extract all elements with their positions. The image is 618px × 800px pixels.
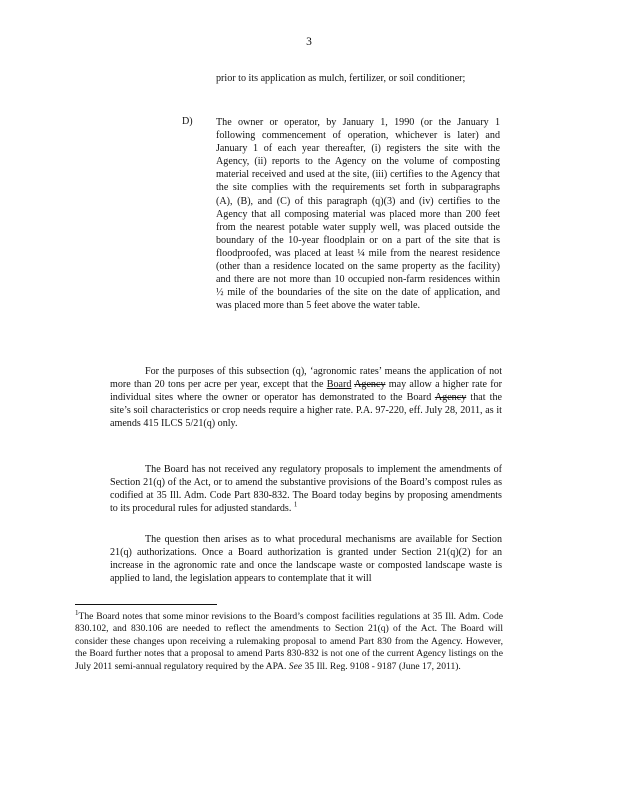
continuation-paragraph: prior to its application as mulch, fertilizer, or soil conditioner;: [216, 73, 466, 84]
item-d-label: D): [182, 116, 193, 127]
para1-part-a: For the purposes of this subsection (q), ‘agronomic rates’ means the application of not more than 20 tons per acre per year, except that the: [110, 366, 502, 391]
deleted-agency-2: Agency: [434, 392, 467, 404]
item-d-paragraph: The owner or operator, by January 1, 1990 (or the January 1 following commencement of operation, whichever is later) and January 1 of each year thereafter, (i) registers the site with the Agency, (ii) reports to the Agency on the volume of composting material received and used at the site, (iii) certifies to the Agency that the site complies with the requirements set forth in subparagraphs (A), (B), and (C) of this paragraph (q)(3) and (iv) certifies to the Agency that all composing material was placed more than 200 feet from the nearest potable water supply well, was placed outside the boundary of the 10-year floodplain or on a part of the site that is floodproofed, was placed at least ¼ mile from the nearest residence (other than a residence located on the same property as the facility) and there are not more than 10 occupied non-farm residences within ½ mile of the boundaries of the site on the date of application, and was placed more than 5 feet above the water table.: [216, 117, 500, 312]
agronomic-rates-paragraph: [110, 365, 502, 430]
regulatory-proposals-paragraph: [110, 463, 502, 515]
deleted-agency-1: Agency: [354, 379, 386, 391]
inserted-board-1: Board: [326, 379, 352, 391]
footnote-marker: 1: [75, 608, 79, 617]
continuation-text: [216, 72, 496, 85]
footnote-cite: 35 Ill. Reg. 9108 - 9187 (June 17, 2011).: [302, 660, 461, 672]
footnote-divider: [75, 604, 217, 605]
para1-part-b: may allow a higher rate for individual sites where the owner or operator has demonstrated to the Board: [110, 379, 503, 404]
footnote-text: The Board notes that some minor revisions to the Board’s compost facilities regulations at 35 Ill. Adm. Code 830.102, and 830.106 are needed to reflect the amendments to Section 21(q) of the Act. The Board will consider these changes upon receiving a rulemaking proposal to amend Part 830 from the Agency. However, the Board further notes that a proposal to amend Parts 830-832 is not one of the current Agency listings on the July 2011 semi-annual regulatory required by the APA.: [75, 611, 503, 672]
footnote: [75, 608, 503, 673]
page-number: 3: [306, 36, 312, 48]
item-d-text: [216, 116, 500, 312]
procedural-mechanisms-paragraph: [110, 533, 502, 585]
footnote-see: See: [288, 660, 303, 672]
footnote-reference: 1: [293, 500, 298, 509]
para3-text: The question then arises as to what procedural mechanisms are available for Section 21(q) authorizations. Once a Board authorization is granted under Section 21(q)(2) for an increase in the agronomic rate and once the landscape waste or composted landscape waste is applied to land, the legislation appears to contemplate that it will: [110, 534, 502, 585]
para1-part-c: that the site’s soil characteristics or crop needs require a higher rate. P.A. 97-220, eff. July 28, 2011, as it amends 415 ILCS 5/21(q) only.: [110, 392, 502, 430]
para2-text: The Board has not received any regulatory proposals to implement the amendments of Section 21(q) of the Act, or to amend the substantive provisions of the Board’s compost rules as codified at 35 Ill. Adm. Code Part 830-832. The Board today begins by proposing amendments to its procedural rules for adjusted standards.: [110, 464, 502, 515]
